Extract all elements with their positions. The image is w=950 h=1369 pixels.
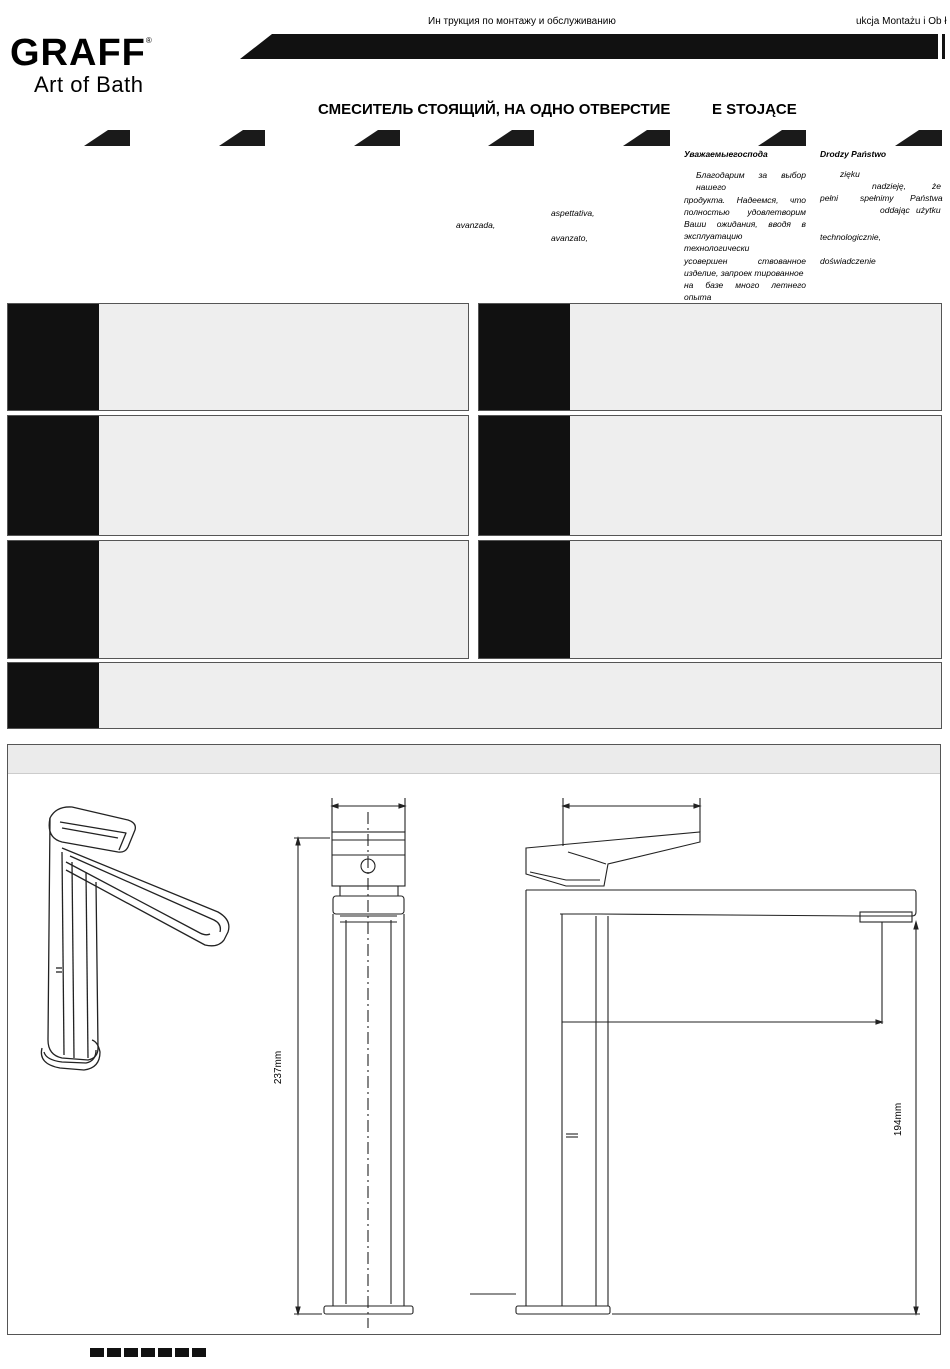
faucet-side-view bbox=[470, 798, 920, 1314]
brand-registered-mark: ® bbox=[145, 36, 152, 45]
title-pl: E STOJĄCE bbox=[712, 101, 797, 118]
pl-instruction-header: ukcja Montażu i Ob ł bbox=[856, 16, 947, 27]
greeting-pl-word: technologicznie, bbox=[820, 232, 881, 242]
greeting-pl-word: nadzieję, bbox=[872, 181, 907, 191]
faucet-front-view bbox=[294, 798, 413, 1328]
ru-instruction-header: Ин трукция по монтажу и обслуживанию bbox=[428, 16, 616, 27]
greeting-pl-word: użytku bbox=[916, 205, 941, 215]
greeting-pl-heading: Drodzy Państwo bbox=[820, 149, 887, 159]
greeting-pl-word: zięku bbox=[840, 169, 860, 179]
brand-name: GRAFF bbox=[10, 32, 146, 74]
greeting-pl-word: oddając bbox=[880, 205, 910, 215]
greeting-pl-word: doświadczenie bbox=[820, 256, 876, 266]
greeting-pl-word: że bbox=[932, 181, 941, 191]
footer-square bbox=[107, 1348, 121, 1357]
dimension-height-spout: 194mm bbox=[893, 1102, 905, 1137]
greeting-pl-word: pełni bbox=[820, 193, 838, 203]
footer-square bbox=[90, 1348, 104, 1357]
greeting-pl-word: spełnimy bbox=[860, 193, 894, 203]
dimension-height-total: 237mm bbox=[273, 1050, 285, 1085]
title-ru: СМЕСИТЕЛЬ СТОЯЩИЙ, НА ОДНО ОТВЕРСТИЕ bbox=[318, 101, 671, 118]
greeting-pl-word: Państwa bbox=[910, 193, 943, 203]
fragment-avanzato: avanzato, bbox=[551, 233, 588, 243]
brand-tagline: Art of Bath bbox=[34, 72, 144, 97]
footer-square bbox=[124, 1348, 138, 1357]
footer-square bbox=[175, 1348, 189, 1357]
fragment-aspettativa: aspettativa, bbox=[551, 208, 595, 218]
greeting-ru-body: Благодарим за выбор нашего продукта. Надеемся, что полностью удовлетворим Ваши ожидания, вводя в эксплуатацию технологически усовершен ствованное изделие, запроек тированное на базе много летнего опыта bbox=[684, 170, 806, 303]
footer-square bbox=[158, 1348, 172, 1357]
greeting-ru-heading: Уважаемыегоспода bbox=[684, 149, 768, 159]
fragment-avanzada: avanzada, bbox=[456, 220, 496, 230]
footer-square bbox=[141, 1348, 155, 1357]
footer-square bbox=[192, 1348, 206, 1357]
faucet-perspective-view bbox=[41, 807, 229, 1070]
